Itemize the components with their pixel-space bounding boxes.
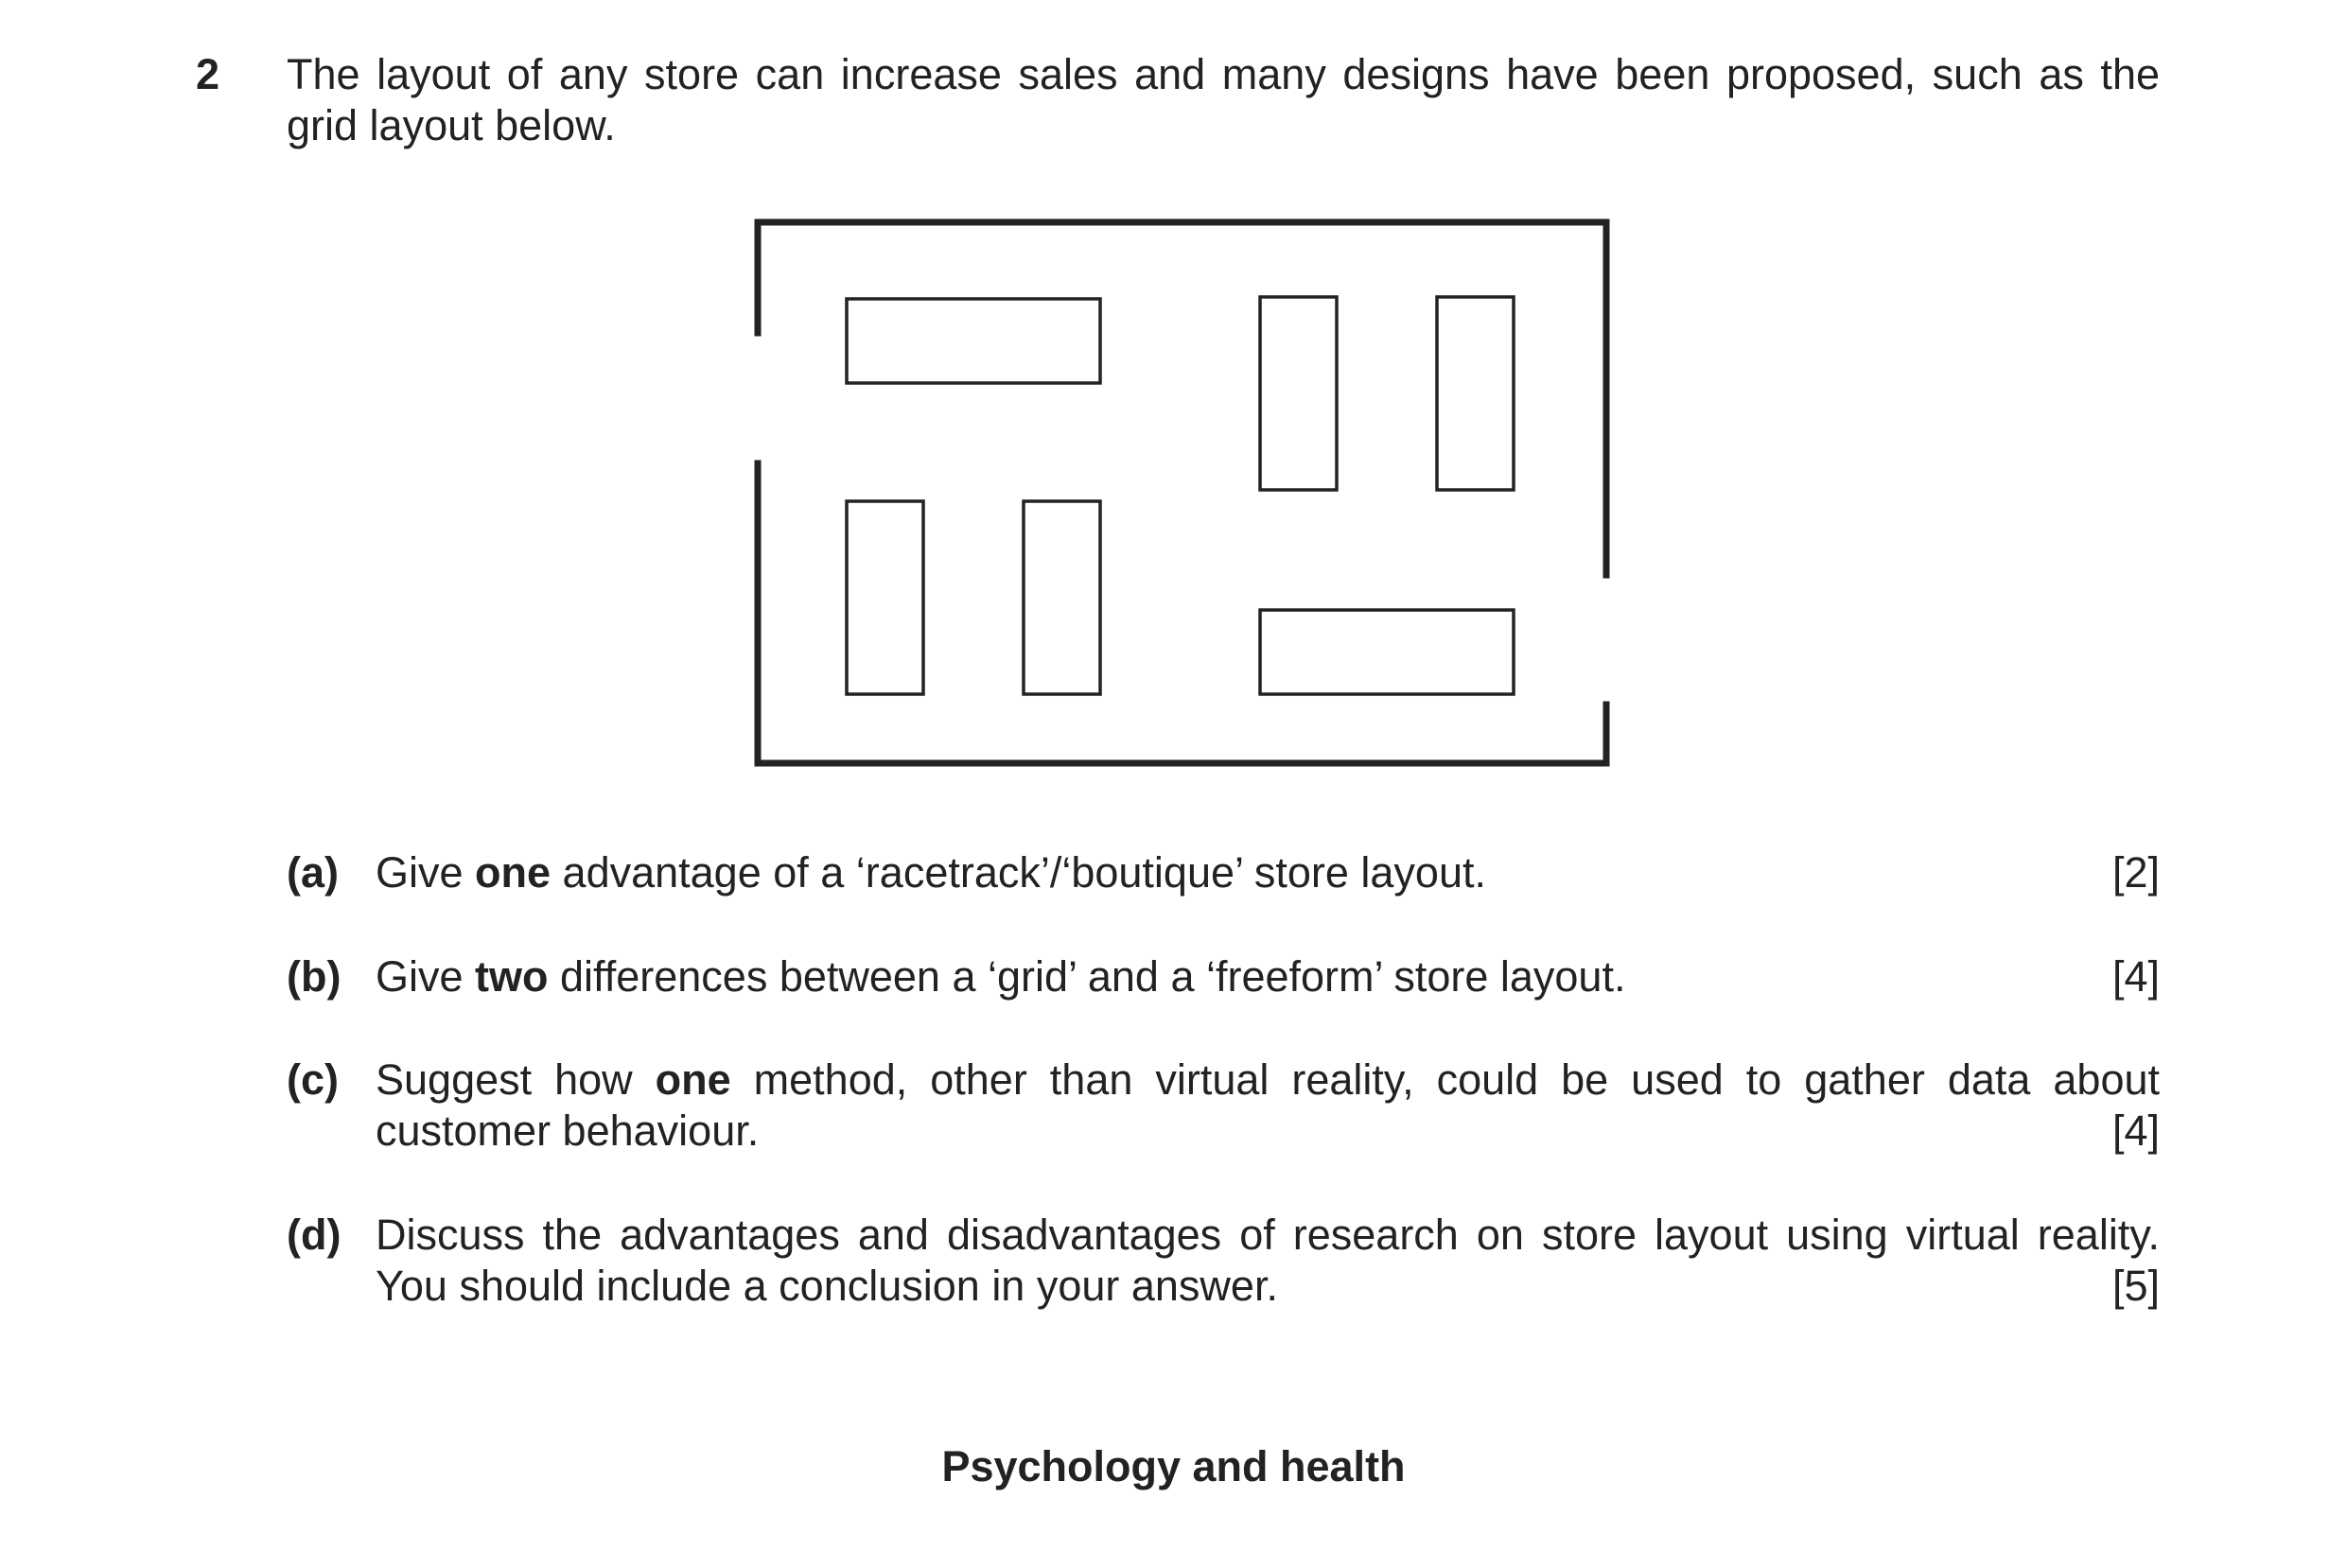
store-wall-upper [758, 222, 1606, 575]
part-text-segment: differences between a ‘grid’ and a ‘freeform’ store layout. [548, 952, 1626, 1001]
shelf-unit [1024, 501, 1100, 694]
shelf-unit [847, 501, 923, 694]
part-text [376, 847, 2160, 898]
part-label: (d) [287, 1211, 342, 1259]
part-text-segment: Give [376, 952, 476, 1001]
part-label: (b) [287, 952, 342, 1001]
shelf-unit [1260, 610, 1514, 694]
part-label: (a) [287, 848, 339, 897]
store-wall-lower [758, 463, 1606, 763]
marks-allocation: [4] [2111, 952, 2160, 1001]
question-part-b [287, 951, 2160, 1002]
question-part-a [287, 847, 2160, 898]
question-part-c [287, 1054, 2160, 1157]
part-text-emphasis: two [475, 952, 549, 1001]
part-label: (c) [287, 1055, 339, 1104]
section-heading: Psychology and health [941, 1442, 1406, 1490]
part-text [376, 1054, 2160, 1157]
marks-allocation: [2] [2111, 848, 2160, 897]
shelf-unit [1260, 297, 1337, 490]
part-text-emphasis: one [655, 1055, 731, 1104]
part-text: Discuss the advantages and disadvantages of research on store layout using virtual reality. You should include a conclusion in your answer. [376, 1211, 2160, 1310]
part-text-emphasis: one [475, 848, 552, 897]
part-text-segment: Give [376, 848, 476, 897]
marks-allocation: [4] [2111, 1106, 2160, 1155]
part-text-segment: Suggest how [376, 1055, 656, 1104]
marks-allocation: [5] [2111, 1262, 2160, 1310]
part-text-segment: method, other than virtual reality, could be used to gather data about customer behaviour. [376, 1055, 2161, 1155]
part-text-segment: advantage of a ‘racetrack’/‘boutique’ store layout. [551, 848, 1486, 897]
question-part-d [287, 1210, 2160, 1312]
shelf-unit [1437, 297, 1514, 490]
question-number: 2 [196, 50, 220, 98]
shelf-unit [847, 299, 1100, 383]
part-text [376, 951, 2160, 1002]
question-stem: The layout of any store can increase sales and many designs have been proposed, such as the grid layout below. [287, 50, 2160, 149]
